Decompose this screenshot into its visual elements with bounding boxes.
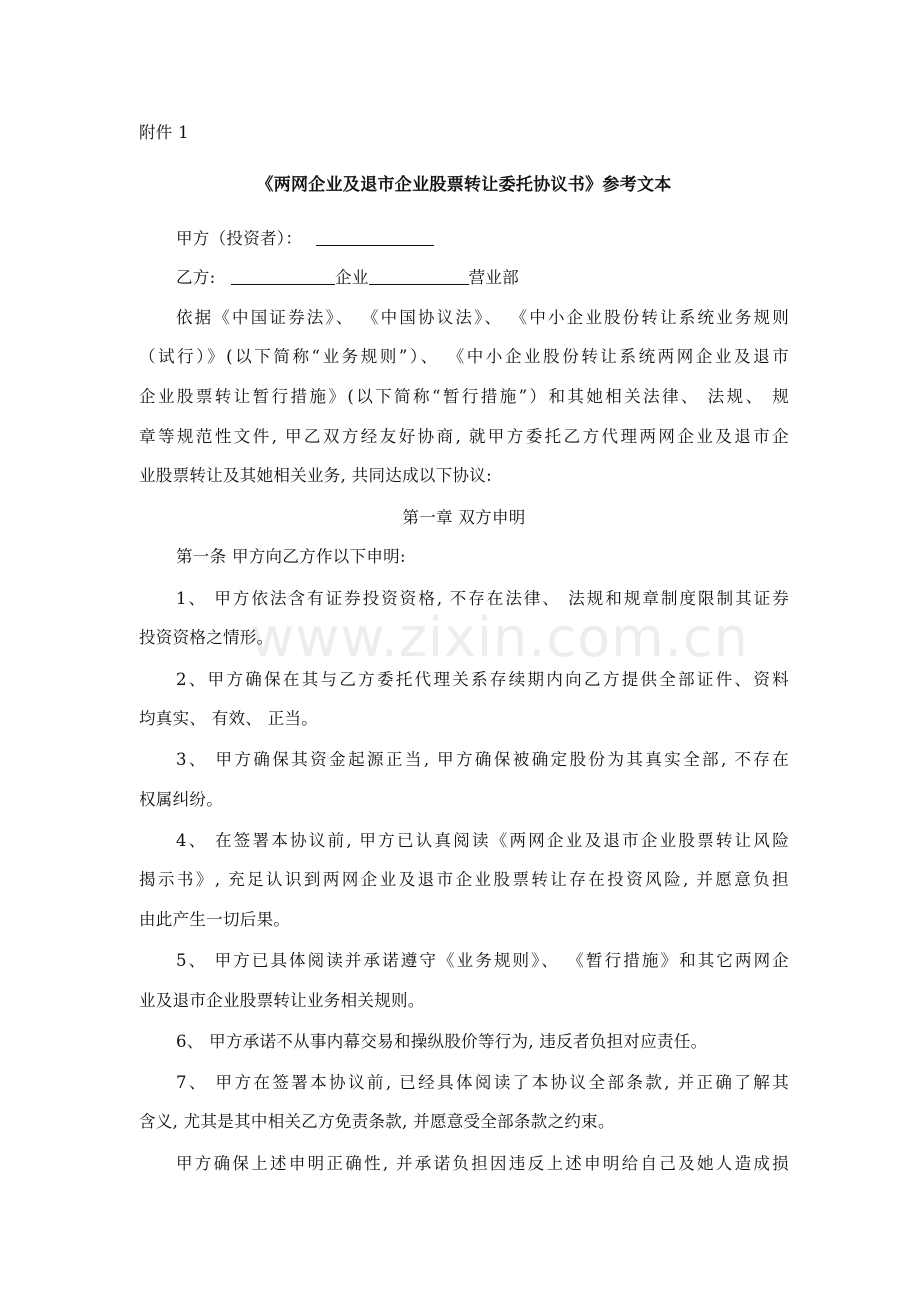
party-a-blank xyxy=(316,229,434,246)
party-b-blank-company xyxy=(231,268,335,285)
item-4-line-2: 揭示书》, 充足认识到两网企业及退市企业股票转让存在投资风险, 并愿意负担 xyxy=(139,870,789,889)
item-1-line-1: 1、 甲方依法含有证券投资资格, 不存在法律、 法规和规章制度限制其证券 xyxy=(176,589,789,608)
item-6-line-1: 6、 甲方承诺不从事内幕交易和操纵股价等行为, 违反者负担对应责任。 xyxy=(176,1032,708,1051)
party-b-company-suffix: 企业 xyxy=(335,268,369,287)
party-a-line xyxy=(176,228,826,250)
document-title: 《两网企业及退市企业股票转让委托协议书》参考文本 xyxy=(256,175,672,195)
preamble-line-3: 企业股票转让暂行措施》(以下简称“暂行措施”）和其她相关法律、 法规、 规 xyxy=(139,387,789,406)
party-b-line xyxy=(176,267,826,289)
item-5-line-1: 5、 甲方已具体阅读并承诺遵守《业务规则》、 《暂行措施》和其它两网企 xyxy=(176,951,789,970)
item-4-line-1: 4、 在签署本协议前, 甲方已认真阅读《两网企业及退市企业股票转让风险 xyxy=(176,831,789,850)
item-2-line-2: 均真实、 有效、 正当。 xyxy=(139,709,319,728)
item-4-line-3: 由此产生一切后果。 xyxy=(139,910,291,929)
preamble-line-4: 章等规范性文件, 甲乙双方经友好协商, 就甲方委托乙方代理两网企业及退市企 xyxy=(139,427,789,446)
item-2-line-1: 2、甲方确保在其与乙方委托代理关系存续期内向乙方提供全部证件、资料 xyxy=(176,670,789,689)
party-a-label: 甲方（投资者）： xyxy=(176,229,303,248)
party-b-blank-branch xyxy=(369,268,469,285)
preamble-line-1: 依据《中国证券法》、 《中国协议法》、 《中小企业股份转让系统业务规则 xyxy=(176,308,789,327)
preamble-line-2: （试行）》(以下简称“业务规则”）、 《中小企业股份转让系统两网企业及退市 xyxy=(139,347,789,366)
article-heading: 第一条 甲方向乙方作以下申明: xyxy=(176,547,406,566)
watermark-text: www.zixin.com.cn xyxy=(250,606,749,669)
item-1-line-2: 投资资格之情形。 xyxy=(139,628,274,647)
item-7-line-2: 含义, 尤其是其中相关乙方免责条款, 并愿意受全部条款之约束。 xyxy=(139,1112,615,1131)
item-3-line-2: 权属纠纷。 xyxy=(139,790,223,809)
item-3-line-1: 3、 甲方确保其资金起源正当, 甲方确保被确定股份为其真实全部, 不存在 xyxy=(176,750,789,769)
chapter-heading: 第一章 双方申明 xyxy=(402,508,526,527)
closing-statement-line: 甲方确保上述申明正确性, 并承诺负担因违反上述申明给自己及她人造成损 xyxy=(176,1154,789,1173)
preamble-line-5: 业股票转让及其她相关业务, 共同达成以下协议: xyxy=(139,466,492,485)
item-5-line-2: 业及退市企业股票转让业务相关规则。 xyxy=(139,991,425,1010)
item-7-line-1: 7、 甲方在签署本协议前, 已经具体阅读了本协议全部条款, 并正确了解其 xyxy=(176,1073,789,1092)
party-b-branch-suffix: 营业部 xyxy=(468,268,520,287)
party-b-label: 乙方: xyxy=(176,268,216,287)
attachment-label: 附件 1 xyxy=(139,123,189,142)
